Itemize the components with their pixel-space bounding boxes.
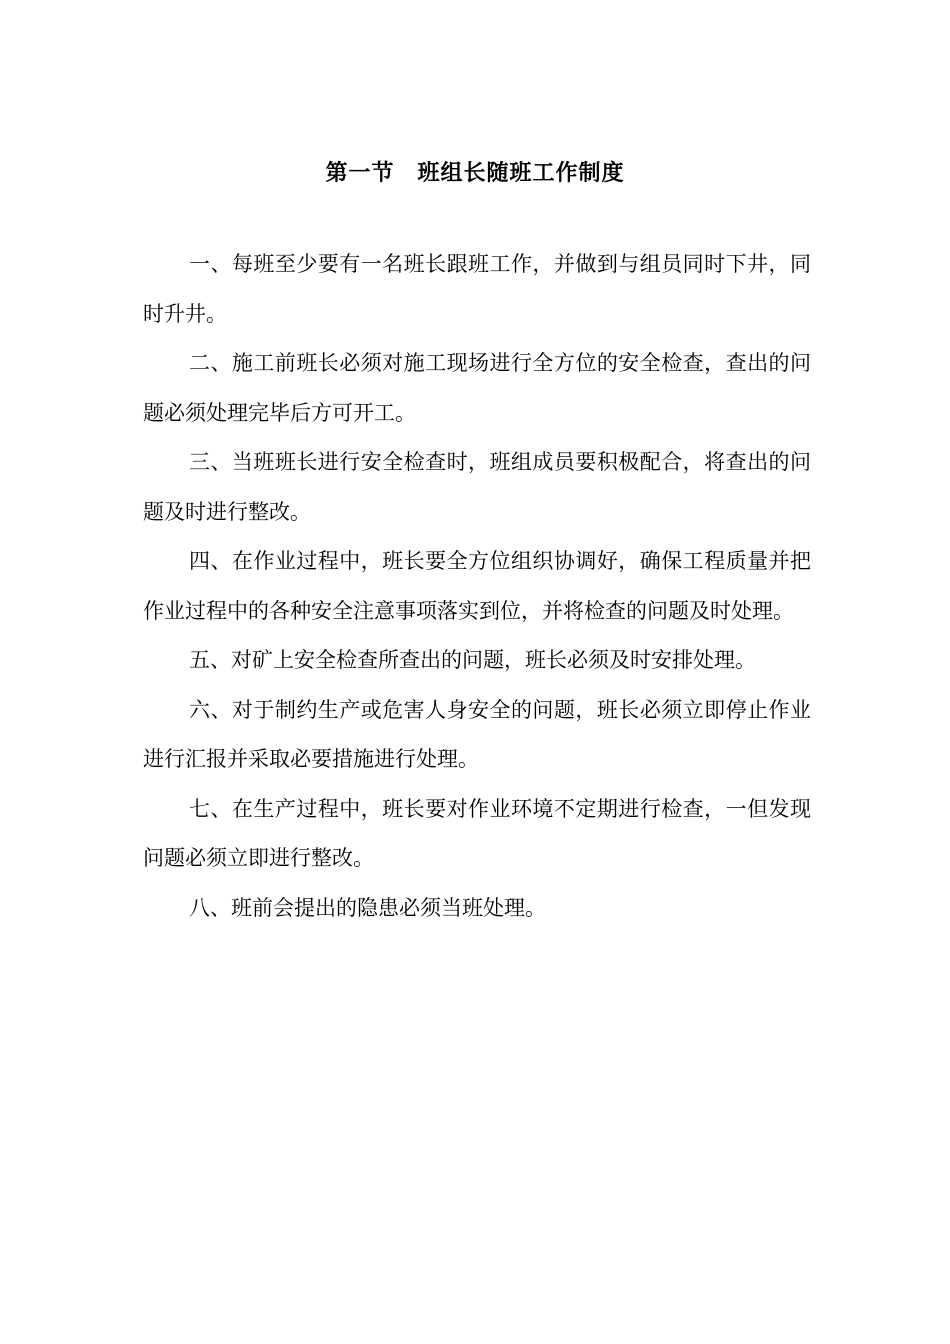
paragraph-1: 一、每班至少要有一名班长跟班工作，并做到与组员同时下井，同时升井。 bbox=[143, 252, 811, 326]
section-title: 第一节 班组长随班工作制度 bbox=[325, 160, 625, 186]
paragraph-4: 四、在作业过程中，班长要全方位组织协调好，确保工程质量并把作业过程中的各种安全注意事项落实到位，并将检查的问题及时处理。 bbox=[143, 549, 811, 623]
paragraph-3: 三、当班班长进行安全检查时，班组成员要积极配合，将查出的问题及时进行整改。 bbox=[143, 450, 811, 524]
paragraph-6: 六、对于制约生产或危害人身安全的问题，班长必须立即停止作业进行汇报并采取必要措施进行处理。 bbox=[143, 697, 811, 771]
paragraph-5: 五、对矿上安全检查所查出的问题，班长必须及时安排处理。 bbox=[189, 648, 756, 672]
paragraph-2: 二、施工前班长必须对施工现场进行全方位的安全检查，查出的问题必须处理完毕后方可开工。 bbox=[143, 351, 811, 425]
paragraph-7: 七、在生产过程中，班长要对作业环境不定期进行检查，一但发现问题必须立即进行整改。 bbox=[143, 796, 811, 870]
document-body bbox=[143, 240, 811, 933]
paragraph-8: 八、班前会提出的隐患必须当班处理。 bbox=[189, 895, 546, 920]
